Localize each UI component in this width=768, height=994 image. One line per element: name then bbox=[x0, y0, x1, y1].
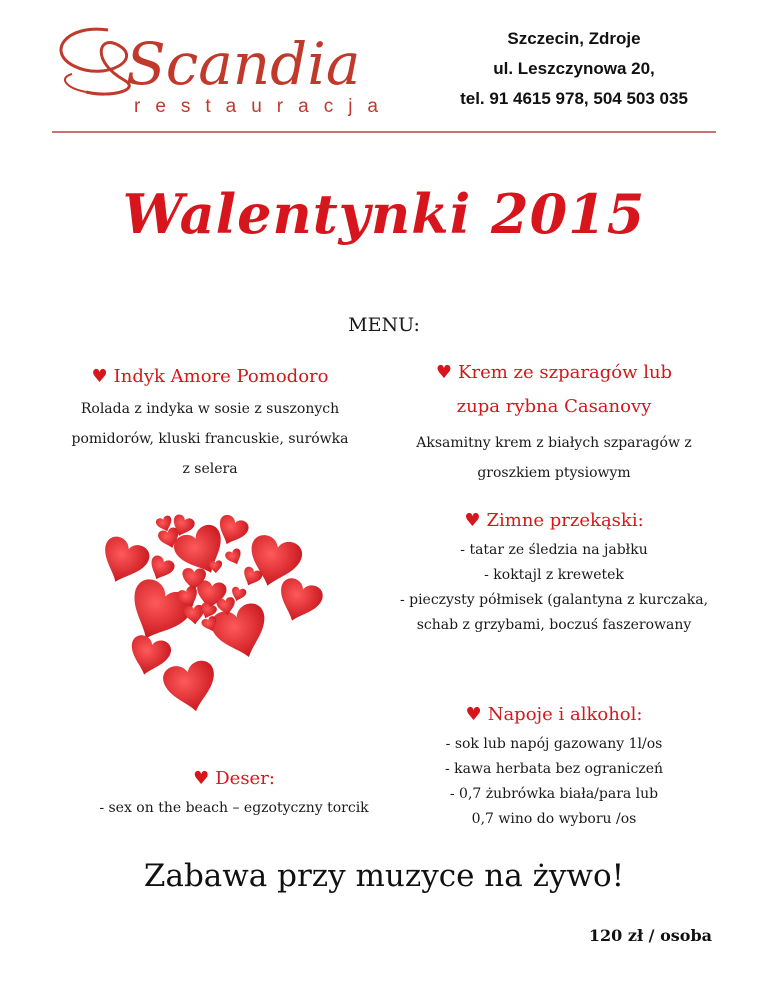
section-deser-description: - sex on the beach – egzotyczny torcik bbox=[99, 800, 369, 816]
price-per-person: 120 zł / osoba bbox=[588, 926, 712, 945]
section-napoje-description: - sok lub napój gazowany 1l/os - kawa herbata bez ograniczeń - 0,7 żubrówka biała/para lub 0,7 wino do wyboru /os bbox=[444, 736, 664, 827]
section-krem-heading: ♥ Krem ze szparagów lub zupa rybna Casanovy bbox=[435, 362, 673, 417]
small-heart-icon bbox=[208, 600, 275, 665]
header-divider bbox=[52, 131, 716, 133]
section-zimne-heading: ♥ Zimne przekąski: bbox=[464, 510, 644, 531]
section-indyk bbox=[52, 362, 368, 484]
section-zimne bbox=[384, 506, 724, 638]
address-phone: tel. 91 4615 978, 504 503 035 bbox=[460, 89, 688, 108]
heart-collage-illustration bbox=[40, 478, 385, 738]
heart-bullet-icon: ♥ bbox=[193, 768, 210, 789]
section-napoje-heading: ♥ Napoje i alkohol: bbox=[465, 704, 643, 725]
address-city: Szczecin, Zdroje bbox=[507, 29, 641, 48]
logo-subtitle: restauracja bbox=[134, 96, 393, 117]
section-krem bbox=[384, 356, 724, 488]
address-street: ul. Leszczynowa 20, bbox=[493, 59, 655, 78]
logo bbox=[46, 22, 426, 122]
address-block bbox=[394, 24, 714, 114]
section-krem-description: Aksamitny krem z białych szparagów z groszkiem ptysiowym bbox=[416, 435, 692, 481]
heart-bullet-icon: ♥ bbox=[464, 510, 481, 531]
logo-scandia-wordmark bbox=[46, 22, 426, 102]
section-zimne-description: - tatar ze śledzia na jabłku - koktajl z krewetek - pieczysty półmisek (galantyna z kurczaka, schab z grzybami, boczuś faszerowany bbox=[399, 542, 709, 633]
small-heart-icon bbox=[272, 575, 326, 627]
menu-label: MENU: bbox=[348, 314, 420, 336]
section-deser bbox=[84, 764, 384, 822]
small-heart-icon bbox=[161, 658, 221, 716]
section-indyk-heading: ♥ Indyk Amore Pomodoro bbox=[91, 366, 329, 387]
live-music-banner: Zabawa przy muzyce na żywo! bbox=[143, 858, 625, 894]
heart-bullet-icon: ♥ bbox=[435, 362, 453, 383]
page-title: Walentynki 2015 bbox=[122, 182, 646, 246]
section-indyk-description: Rolada z indyka w sosie z suszonych pomidorów, kluski francuskie, surówka z selera bbox=[71, 401, 349, 477]
section-deser-heading: ♥ Deser: bbox=[193, 768, 275, 789]
heart-bullet-icon: ♥ bbox=[465, 704, 482, 725]
section-napoje bbox=[384, 700, 724, 832]
heart-bullet-icon: ♥ bbox=[91, 366, 108, 387]
logo-name: Scandia bbox=[126, 30, 361, 98]
small-heart-icon bbox=[224, 547, 244, 567]
